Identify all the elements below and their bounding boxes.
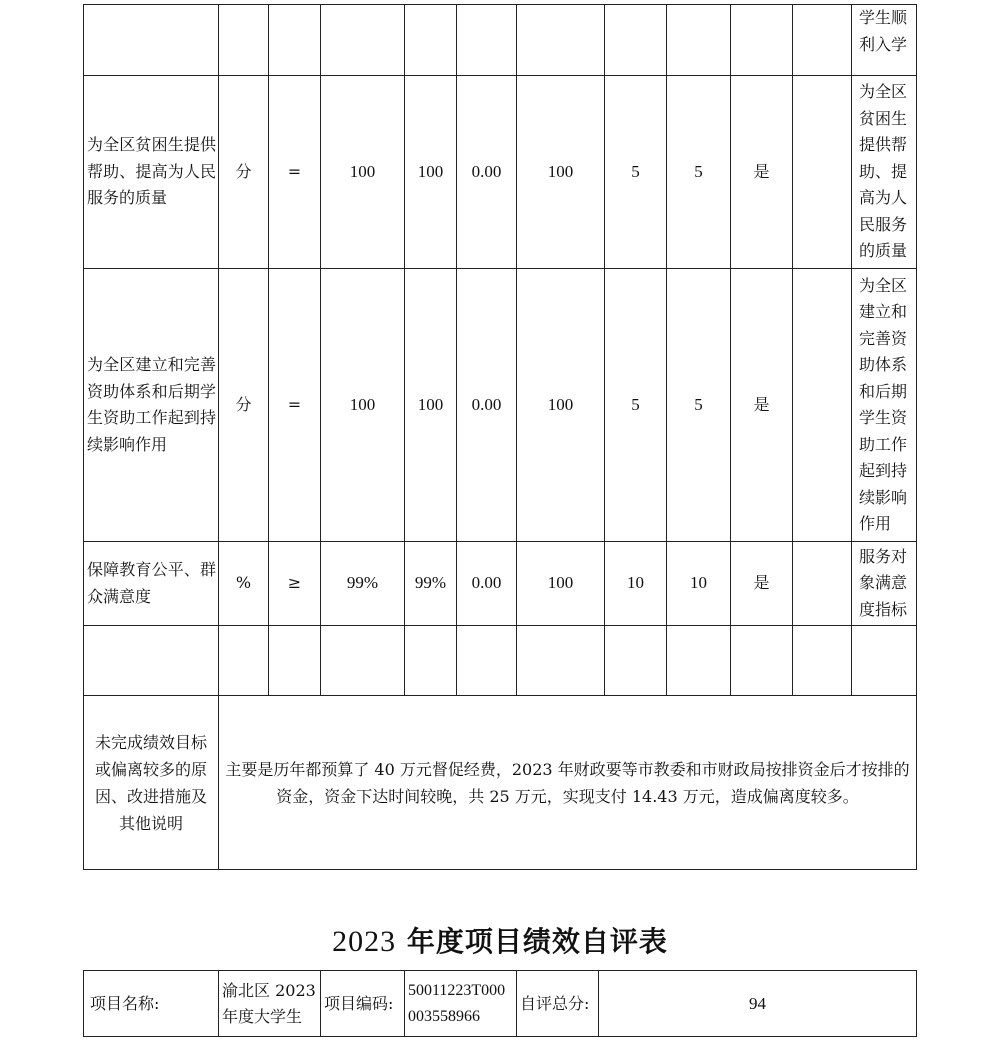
actual-value-cell: 100 xyxy=(405,76,457,269)
unit-cell xyxy=(219,5,269,76)
project-code-label: 项目编码: xyxy=(321,971,405,1037)
unit-cell: 分 xyxy=(219,269,269,542)
unit-cell: 分 xyxy=(219,76,269,269)
blank-cell xyxy=(793,5,852,76)
comparison-symbol-cell: ≥ xyxy=(269,542,321,626)
indicator-row xyxy=(84,269,917,542)
performance-indicator-table xyxy=(83,4,917,870)
weight-cell xyxy=(605,5,667,76)
achieved-cell: 是 xyxy=(731,542,793,626)
indicator-row xyxy=(84,5,917,76)
achieved-cell: 是 xyxy=(731,76,793,269)
completion-rate-cell xyxy=(517,626,605,696)
completion-rate-cell xyxy=(517,5,605,76)
comparison-symbol-cell: = xyxy=(269,76,321,269)
explanation-label: 未完成绩效目标或偏离较多的原因、改进措施及其他说明 xyxy=(84,696,219,870)
remark-cell xyxy=(852,626,917,696)
actual-value-cell: 100 xyxy=(405,269,457,542)
project-code-value: 50011223T000003558966 xyxy=(405,971,517,1037)
target-value-cell: 100 xyxy=(321,269,405,542)
target-value-cell: 99% xyxy=(321,542,405,626)
weight-cell: 5 xyxy=(605,269,667,542)
indicator-row xyxy=(84,76,917,269)
indicator-cell xyxy=(84,5,219,76)
remark-cell: 服务对象满意度指标 xyxy=(852,542,917,626)
achieved-cell: 是 xyxy=(731,269,793,542)
score-cell: 5 xyxy=(667,76,731,269)
deviation-cell: 0.00 xyxy=(457,76,517,269)
comparison-symbol-cell: = xyxy=(269,269,321,542)
indicator-cell: 为全区建立和完善资助体系和后期学生资助工作起到持续影响作用 xyxy=(84,269,219,542)
score-cell: 10 xyxy=(667,542,731,626)
deviation-cell xyxy=(457,5,517,76)
title-year: 2023 xyxy=(332,925,397,958)
indicator-cell xyxy=(84,626,219,696)
target-value-cell xyxy=(321,5,405,76)
achieved-cell xyxy=(731,626,793,696)
achieved-cell xyxy=(731,5,793,76)
page-title xyxy=(0,920,1000,960)
blank-cell xyxy=(793,269,852,542)
explanation-row xyxy=(84,696,917,870)
self-score-value: 94 xyxy=(599,971,917,1037)
score-cell: 5 xyxy=(667,269,731,542)
blank-cell xyxy=(793,542,852,626)
indicator-cell: 保障教育公平、群众满意度 xyxy=(84,542,219,626)
project-name-value: 渝北区 2023 年度大学生 xyxy=(219,971,321,1037)
weight-cell xyxy=(605,626,667,696)
remark-cell: 为全区建立和完善资助体系和后期学生资助工作起到持续影响作用 xyxy=(852,269,917,542)
actual-value-cell xyxy=(405,626,457,696)
project-name-label: 项目名称: xyxy=(84,971,219,1037)
deviation-cell: 0.00 xyxy=(457,542,517,626)
target-value-cell: 100 xyxy=(321,76,405,269)
completion-rate-cell: 100 xyxy=(517,542,605,626)
title-text: 年度项目绩效自评表 xyxy=(396,925,668,958)
actual-value-cell xyxy=(405,5,457,76)
remark-cell: 为全区贫困生提供帮助、提高为人民服务的质量 xyxy=(852,76,917,269)
indicator-row xyxy=(84,542,917,626)
target-value-cell xyxy=(321,626,405,696)
comparison-symbol-cell xyxy=(269,5,321,76)
project-info-table xyxy=(83,970,917,1037)
unit-cell xyxy=(219,626,269,696)
blank-cell xyxy=(793,626,852,696)
indicator-row xyxy=(84,626,917,696)
score-cell xyxy=(667,5,731,76)
deviation-cell: 0.00 xyxy=(457,269,517,542)
blank-cell xyxy=(793,76,852,269)
score-cell xyxy=(667,626,731,696)
completion-rate-cell: 100 xyxy=(517,269,605,542)
weight-cell: 5 xyxy=(605,76,667,269)
deviation-cell xyxy=(457,626,517,696)
self-score-label: 自评总分: xyxy=(517,971,599,1037)
remark-cell: 学生顺利入学 xyxy=(852,5,917,76)
comparison-symbol-cell xyxy=(269,626,321,696)
actual-value-cell: 99% xyxy=(405,542,457,626)
indicator-cell: 为全区贫困生提供帮助、提高为人民服务的质量 xyxy=(84,76,219,269)
explanation-text: 主要是历年都预算了 40 万元督促经费，2023 年财政要等市教委和市财政局按排资金后才按排的资金，资金下达时间较晚，共 25 万元，实现支付 14.43 万元，造成偏离度较多。 xyxy=(219,696,917,870)
weight-cell: 10 xyxy=(605,542,667,626)
completion-rate-cell: 100 xyxy=(517,76,605,269)
unit-cell: % xyxy=(219,542,269,626)
